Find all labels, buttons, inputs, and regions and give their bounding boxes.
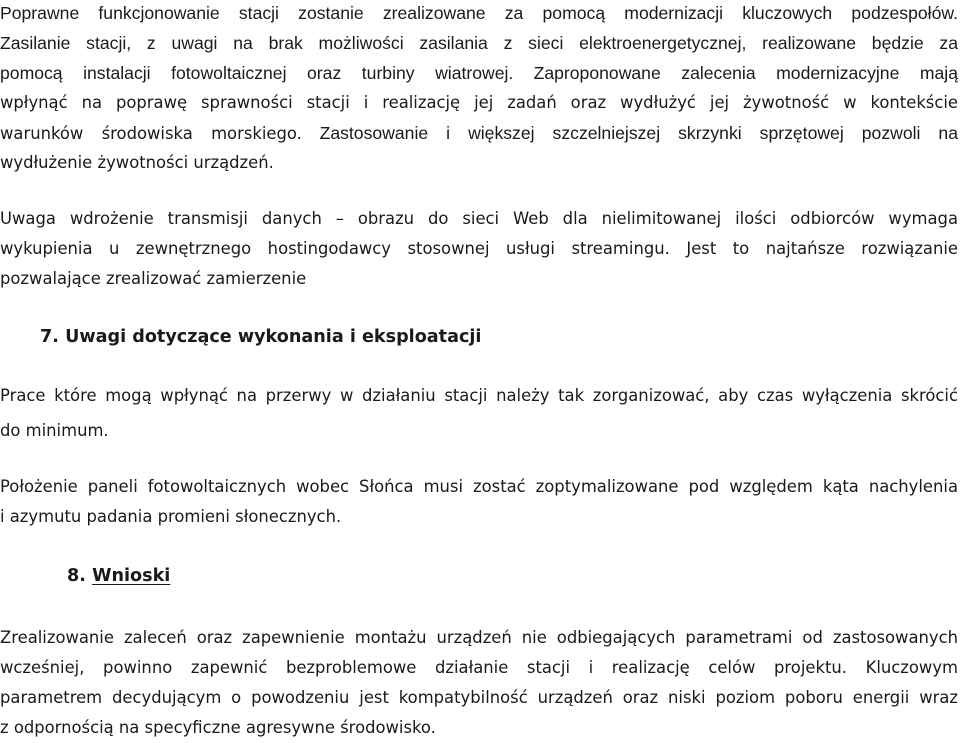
text-run: pomocą instalacji fotowoltaicznej oraz turbiny wiatrowej. [0,63,514,83]
text-line: parametrem decydującym o powodzeniu jest kompatybilność urządzeń oraz niski poziom poboru energii wraz [0,688,958,707]
text-line: do minimum. [0,421,109,440]
text-run: Zastosowanie i większej szczelniejszej skrzynki sprzętowej pozwoli na [319,123,959,143]
streaming-paragraph [0,204,958,294]
intro-paragraph [0,0,958,178]
text-line: wykupienia u zewnętrznego hostingodawcy stosownej usługi streamingu. Jest to najtańsze rozwiązanie [0,239,958,258]
text-line-mixed [0,58,958,88]
panels-paragraph [0,472,958,532]
section-title: Uwagi dotyczące wykonania i eksploatacji [65,327,482,347]
section-heading-8 [67,566,170,586]
text-line: Prace które mogą wpłynąć na przerwy w działaniu stacji należy tak zorganizować, aby czas wyłączenia skrócić [0,386,958,405]
text-line: Uwaga wdrożenie transmisji danych – obrazu do sieci Web dla nielimitowanej ilości odbiorców wymaga [0,209,958,228]
text-line: wcześniej, powinno zapewnić bezproblemowe działanie stacji i realizację celów projektu. Kluczowym [0,658,958,677]
text-line: pozwalające zrealizować zamierzenie [0,269,307,288]
text-line: Poprawne funkcjonowanie stacji zostanie zrealizowane za pomocą modernizacji kluczowych podzespołów. [0,3,958,23]
section-heading-7 [40,327,481,347]
section-title: Wnioski [92,566,171,586]
text-line: wpłynąć na poprawę sprawności stacji i realizację jej zadań oraz wydłużyć jej żywotność w kontekście [0,93,958,112]
text-run: warunków środowiska morskiego. [0,124,302,143]
text-run: Zaproponowane zalecenia modernizacyjne mają [533,63,959,83]
text-line: i azymutu padania promieni słonecznych. [0,507,342,526]
text-line: Położenie paneli fotowoltaicznych wobec Słońca musi zostać zoptymalizowane pod względem kąta nachylenia [0,477,958,496]
text-line-mixed [0,118,958,148]
operation-paragraph [0,376,958,446]
text-line: Zasilanie stacji, z uwagi na brak możliwości zasilania z sieci elektroenergetycznej, realizowane będzie za [0,33,958,53]
section-number: 8. [67,566,86,586]
text-line: Zrealizowanie zaleceń oraz zapewnienie montażu urządzeń nie odbiegających parametrami od zastosowanych [0,628,958,647]
section-number: 7. [40,327,59,347]
text-line: wydłużenie żywotności urządzeń. [0,153,274,172]
conclusions-paragraph [0,623,958,743]
text-line: z odpornością na specyficzne agresywne środowisko. [0,718,436,737]
